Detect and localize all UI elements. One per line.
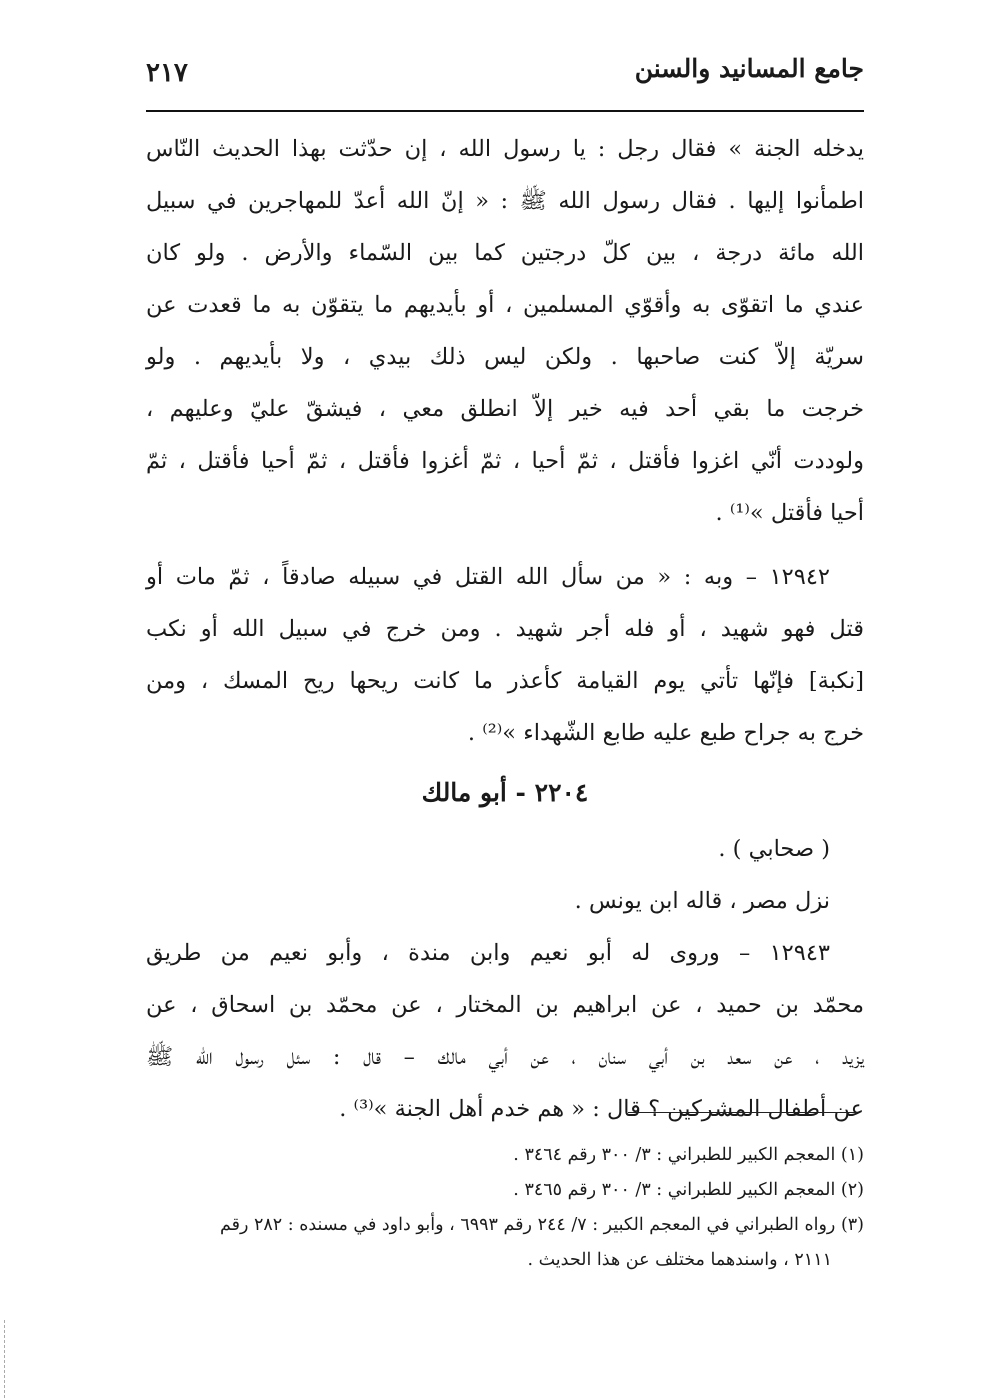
text-line: الله مائة درجة ، بين كلّ درجتين كما بين السّماء والأرض . ولو كان <box>146 240 864 266</box>
text-line: سريّة إلاّ كنت صاحبها . ولكن ليس ذلك بيدي ، ولا بأيديهم . ولو <box>146 344 864 370</box>
text-line: محمّد بن حميد ، عن ابراهيم بن المختار ، عن محمّد بن اسحاق ، عن <box>146 992 864 1018</box>
paragraph-hadith-12942 <box>146 551 864 759</box>
text-line: أحيا فأقتل »⁽¹⁾ . <box>715 500 864 526</box>
footnote-2: (٢) المعجم الكبير للطبراني : ٣/ ٣٠٠ رقم ٣٤٦٥ . <box>513 1180 864 1200</box>
text-line: خرج به جراح طبع عليه طابع الشّهداء »⁽²⁾ . <box>467 720 864 746</box>
footnotes <box>136 1138 864 1278</box>
footnote-rule <box>628 1112 857 1113</box>
section-heading: ٢٢٠٤ - أبو مالك <box>421 778 589 807</box>
footnote-3-continuation: ٢١١١ ، واسندهما مختلف عن هذا الحديث . <box>527 1250 832 1270</box>
text-line: ١٢٩٤٢ – وبه : « من سأل الله القتل في سبيله صادقاً ، ثمّ مات أو <box>146 564 830 590</box>
text-line: عن أطفال المشركين ؟ قال : « هم خدم أهل الجنة »⁽³⁾ . <box>339 1096 864 1122</box>
text-line: ( صحابي ) . <box>718 836 830 862</box>
text-line: عندي ما اتقوّى به وأقوّي المسلمين ، أو بأيديهم ما يتقوّن به ما قعدت عن <box>146 292 864 318</box>
section-intro <box>146 823 864 927</box>
page-number: ٢١٧ <box>146 58 188 88</box>
text-line: خرجت ما بقي أحد فيه خير إلاّ انطلق معي ، فيشقّ عليّ وعليهم ، <box>146 396 864 422</box>
text-line: ١٢٩٤٣ – وروى له أبو نعيم وابن مندة ، وأبو نعيم من طريق <box>146 940 830 966</box>
main-text <box>146 123 864 1135</box>
paragraph-hadith-12943 <box>146 927 864 1135</box>
text-line: يدخله الجنة » فقال رجل : يا رسول الله ، إن حدّثت بهذا الحديث النّاس <box>146 136 864 162</box>
header-rule <box>146 110 864 112</box>
footnote-1: (١) المعجم الكبير للطبراني : ٣/ ٣٠٠ رقم ٣٤٦٤ . <box>513 1145 864 1165</box>
footnote-3: (٣) رواه الطبراني في المعجم الكبير : ٧/ ٢٤٤ رقم ٦٩٩٣ ، وأبو داود في مسنده : ٢٨٢ رقم <box>219 1215 864 1235</box>
page-header <box>146 50 864 100</box>
text-line: [نكبة] فإنّها تأتي يوم القيامة كأعذر ما كانت ريحها ريح المسك ، ومن <box>146 668 864 694</box>
text-line: قتل فهو شهيد ، أو فله أجر شهيد . ومن خرج في سبيل الله أو نكب <box>146 616 864 642</box>
text-line: ولوددت أنّي اغزوا فأقتل ، ثمّ أحيا ، ثمّ أغزوا فأقتل ، ثمّ أحيا فأقتل ، ثمّ <box>146 448 864 474</box>
running-title: جامع المسانيد والسنن <box>634 54 864 83</box>
text-line: يزيد ، عن سعد بن أبي سنان ، عن أبي مالك – قال : سئل رسول الله ﷺ <box>146 1044 864 1070</box>
paragraph-spacer <box>146 539 864 551</box>
paragraph-hadith-continuation <box>146 123 864 539</box>
text-line: نزل مصر ، قاله ابن يونس . <box>574 888 830 914</box>
text-line: اطمأنوا إليها . فقال رسول الله ﷺ : « إنّ الله أعدّ للمهاجرين في سبيل <box>146 188 864 214</box>
scan-margin-marks <box>4 1320 7 1398</box>
